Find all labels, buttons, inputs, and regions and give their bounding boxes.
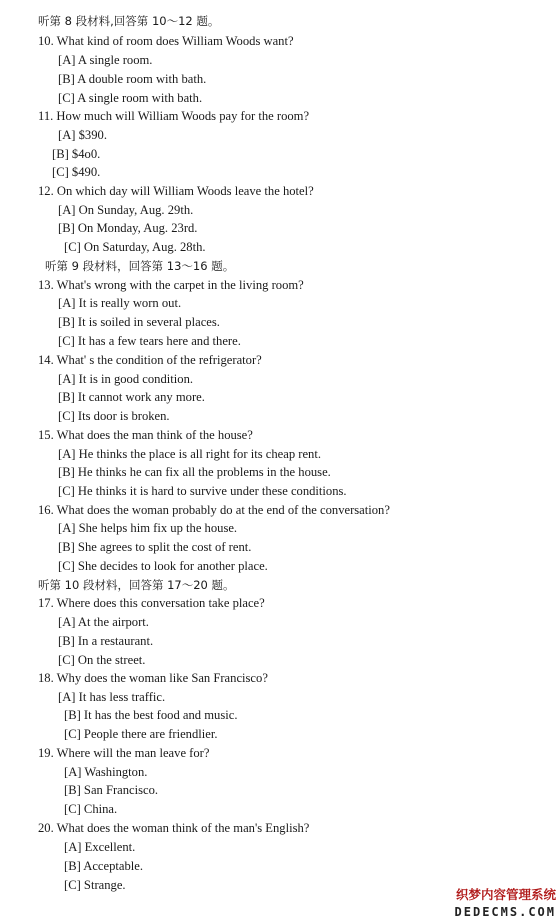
- question-19-option-a: [A] Washington.: [64, 765, 148, 779]
- section-heading-8: 听第 8 段材料,回答第 10～12 题。: [38, 14, 220, 28]
- question-14-stem: 14. What' s the condition of the refrigerator?: [38, 353, 262, 367]
- question-11-option-c: [C] $490.: [52, 165, 101, 179]
- question-19-option-c: [C] China.: [64, 802, 118, 816]
- question-19-stem: 19. Where will the man leave for?: [38, 746, 210, 760]
- question-16-option-a: [A] She helps him fix up the house.: [58, 521, 238, 535]
- question-17-stem: 17. Where does this conversation take place?: [38, 596, 265, 610]
- question-20-option-c: [C] Strange.: [64, 878, 126, 892]
- dedecms-watermark: [448, 885, 556, 919]
- question-10-option-a: [A] A single room.: [58, 53, 153, 67]
- question-16-option-c: [C] She decides to look for another place.: [58, 559, 268, 573]
- question-14-option-b: [B] It cannot work any more.: [58, 390, 205, 404]
- question-13-option-b: [B] It is soiled in several places.: [58, 315, 220, 329]
- question-13-stem: 13. What's wrong with the carpet in the living room?: [38, 278, 304, 292]
- question-13-option-a: [A] It is really worn out.: [58, 296, 182, 310]
- question-15-option-c: [C] He thinks it is hard to survive under these conditions.: [58, 484, 347, 498]
- question-17-option-b: [B] In a restaurant.: [58, 634, 154, 648]
- question-17-option-a: [A] At the airport.: [58, 615, 149, 629]
- question-20-stem: 20. What does the woman think of the man's English?: [38, 821, 310, 835]
- question-18-option-b: [B] It has the best food and music.: [64, 708, 238, 722]
- question-18-option-a: [A] It has less traffic.: [58, 690, 166, 704]
- question-18-stem: 18. Why does the woman like San Francisco?: [38, 671, 268, 685]
- question-17-option-c: [C] On the street.: [58, 653, 146, 667]
- question-12-option-b: [B] On Monday, Aug. 23rd.: [58, 221, 198, 235]
- question-13-option-c: [C] It has a few tears here and there.: [58, 334, 241, 348]
- watermark-chinese-text: 织梦内容管理系统: [455, 887, 556, 902]
- question-19-option-b: [B] San Francisco.: [64, 783, 159, 797]
- question-15-option-a: [A] He thinks the place is all right for its cheap rent.: [58, 447, 321, 461]
- section-heading-10: 听第 10 段材料，回答第 17～20 题。: [38, 578, 235, 592]
- question-12-option-c: [C] On Saturday, Aug. 28th.: [64, 240, 206, 254]
- question-11-option-b: [B] $4o0.: [52, 147, 101, 161]
- question-11-option-a: [A] $390.: [58, 128, 107, 142]
- section-heading-9: 听第 9 段材料，回答第 13～16 题。: [45, 259, 235, 273]
- question-10-option-c: [C] A single room with bath.: [58, 91, 203, 105]
- question-11-stem: 11. How much will William Woods pay for the room?: [38, 109, 310, 123]
- question-14-option-a: [A] It is in good condition.: [58, 372, 194, 386]
- question-12-stem: 12. On which day will William Woods leave the hotel?: [38, 184, 314, 198]
- question-16-option-b: [B] She agrees to split the cost of rent.: [58, 540, 252, 554]
- question-20-option-a: [A] Excellent.: [64, 840, 136, 854]
- question-18-option-c: [C] People there are friendlier.: [64, 727, 218, 741]
- question-16-stem: 16. What does the woman probably do at the end of the conversation?: [38, 503, 390, 517]
- question-12-option-a: [A] On Sunday, Aug. 29th.: [58, 203, 194, 217]
- question-10-option-b: [B] A double room with bath.: [58, 72, 207, 86]
- watermark-english-text: DEDECMS.COM: [454, 905, 556, 919]
- question-10-stem: 10. What kind of room does William Woods want?: [38, 34, 294, 48]
- question-15-stem: 15. What does the man think of the house?: [38, 428, 253, 442]
- question-14-option-c: [C] Its door is broken.: [58, 409, 170, 423]
- question-20-option-b: [B] Acceptable.: [64, 859, 144, 873]
- question-15-option-b: [B] He thinks he can fix all the problems in the house.: [58, 465, 331, 479]
